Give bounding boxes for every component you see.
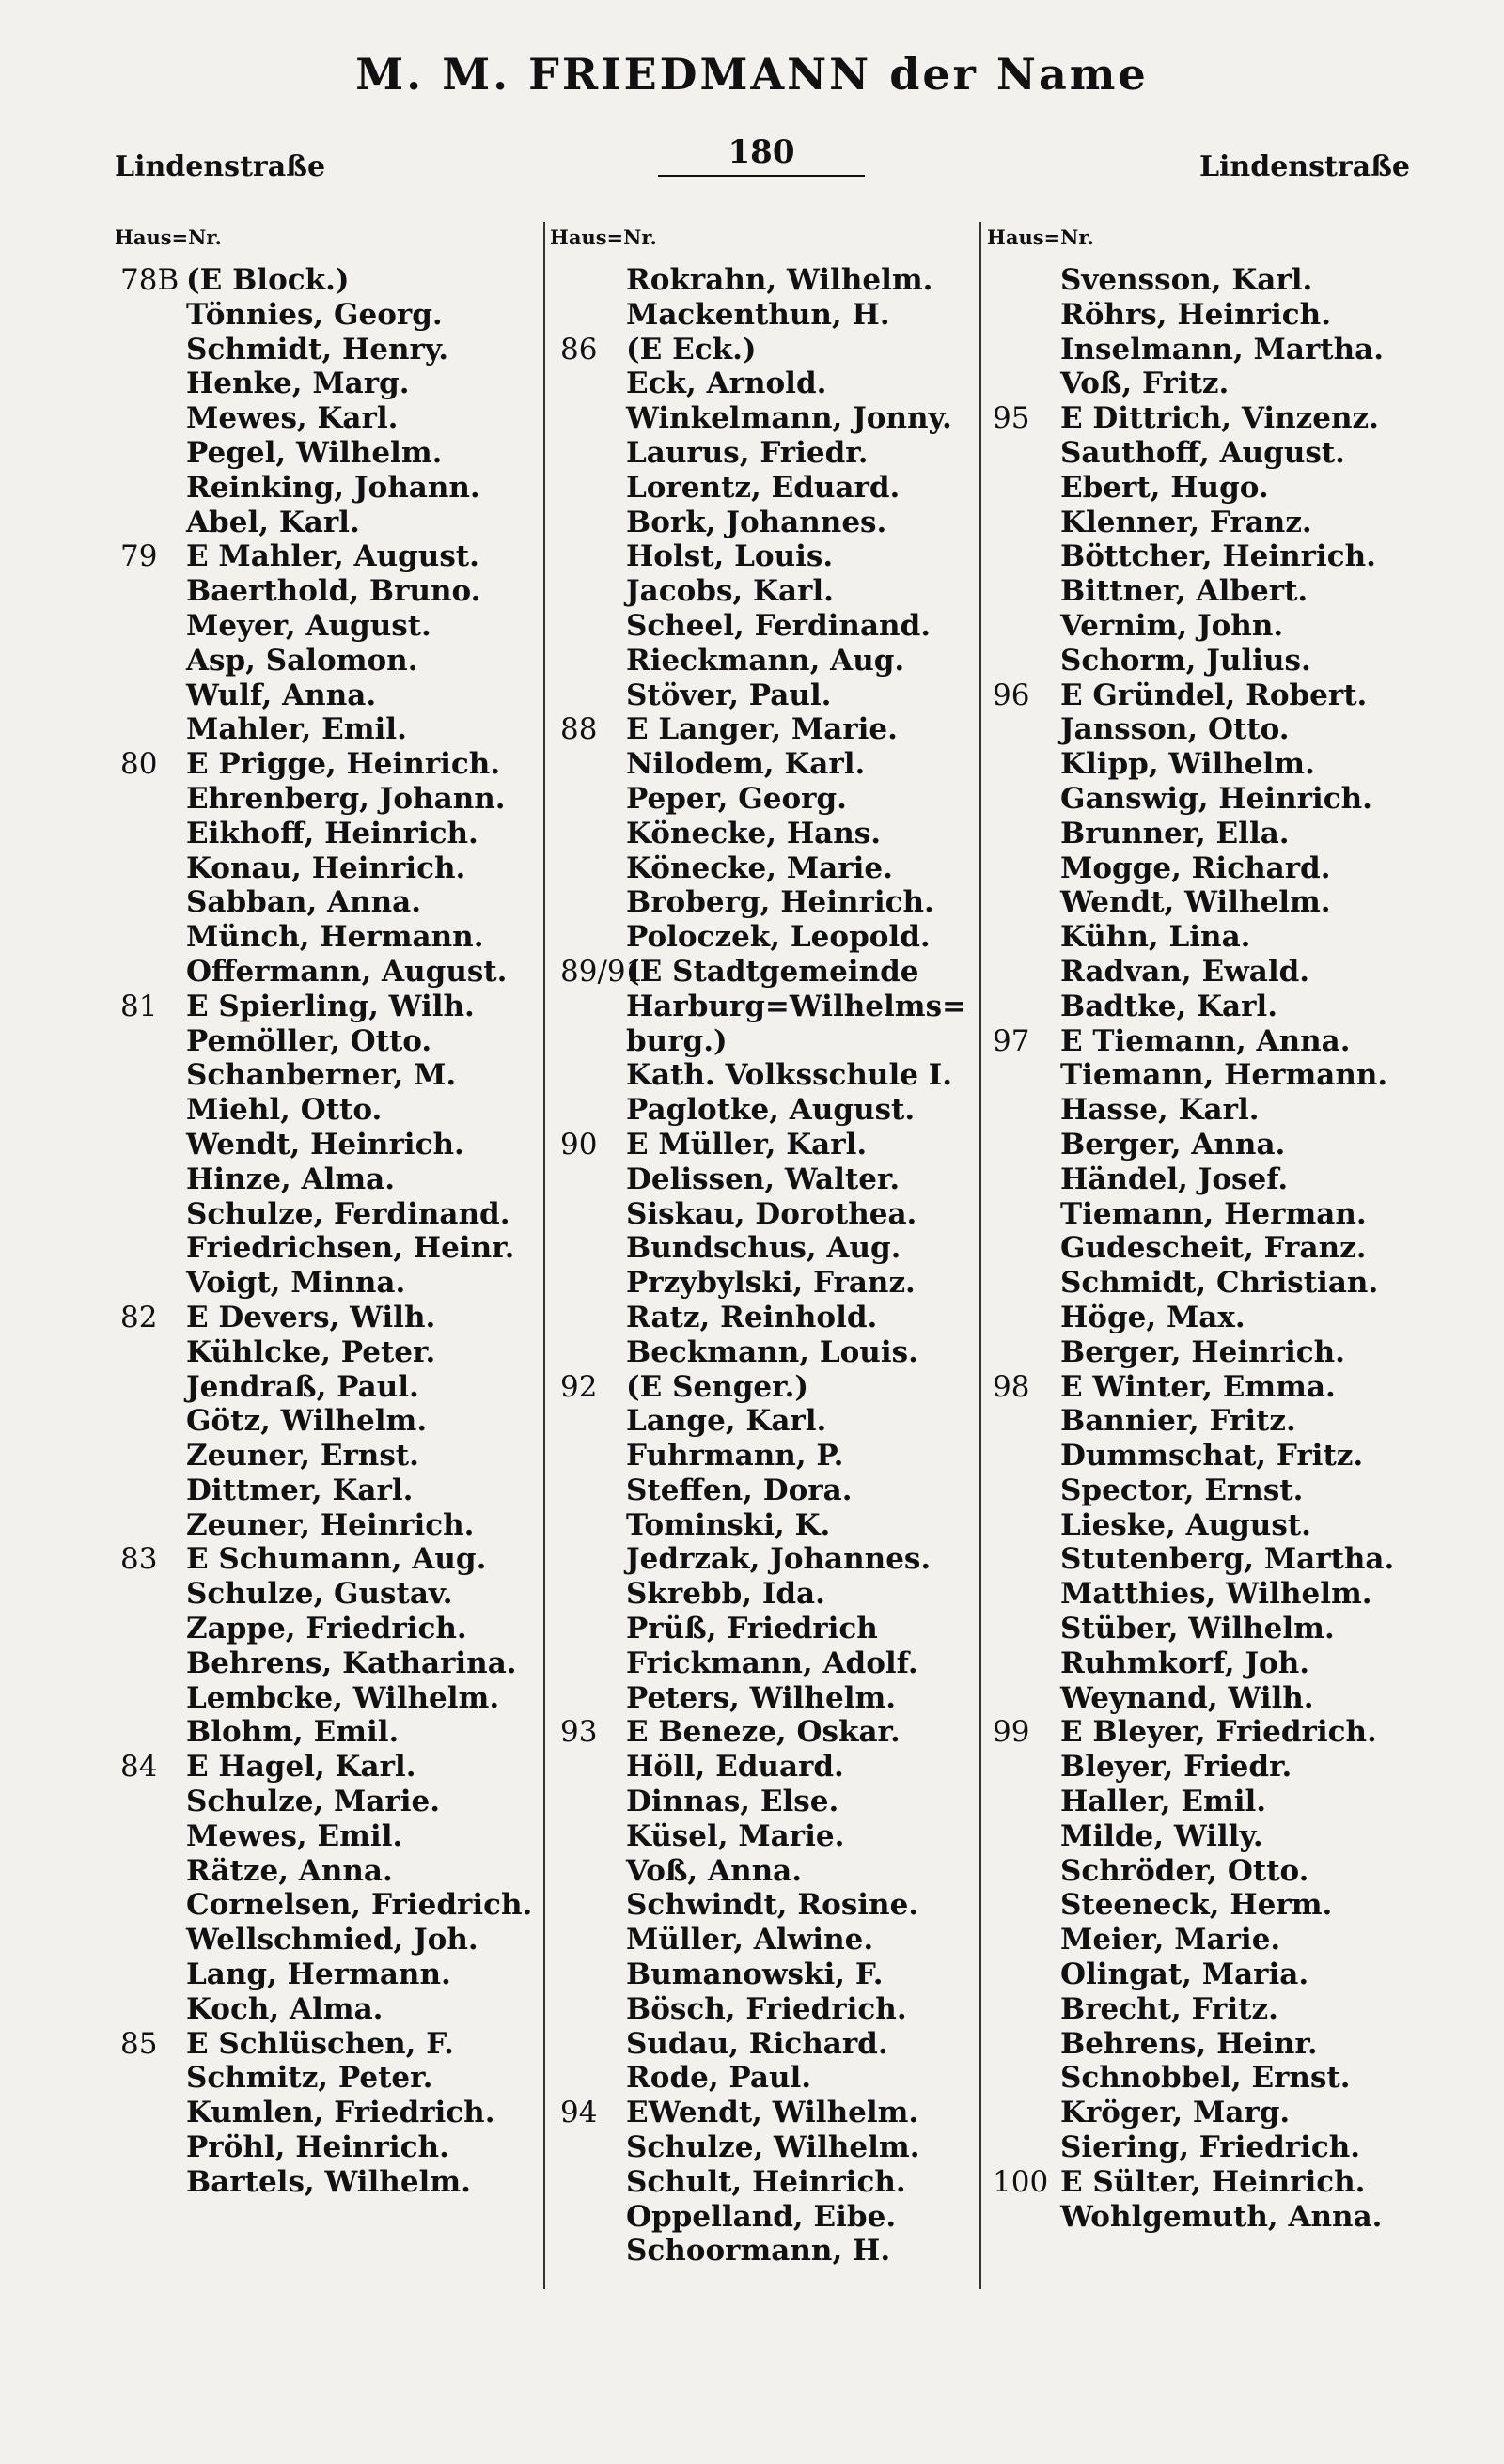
resident-name: Wendt, Wilhelm.	[1060, 885, 1331, 920]
resident-name: Mewes, Karl.	[186, 401, 399, 436]
page-number: 180	[658, 133, 865, 177]
resident-name: E Spierling, Wilh.	[186, 989, 475, 1023]
house-number: 81	[120, 989, 158, 1023]
resident-name: Brecht, Fritz.	[1060, 1991, 1278, 2026]
resident-name: Blohm, Emil.	[186, 1715, 400, 1750]
house-number: 99	[993, 1715, 1030, 1750]
resident-name: Spector, Ernst.	[1060, 1473, 1304, 1507]
resident-name: Przybylski, Franz.	[626, 1266, 916, 1301]
resident-name: Prüß, Friedrich	[626, 1612, 878, 1646]
resident-name: Schorm, Julius.	[1060, 643, 1311, 678]
resident-name: Skrebb, Ida.	[626, 1577, 825, 1612]
resident-name: Wendt, Heinrich.	[186, 1127, 464, 1162]
resident-name: Ruhmkorf, Joh.	[1060, 1645, 1310, 1680]
resident-name: E Schlüschen, F.	[186, 2026, 454, 2061]
resident-name: (E Eck.)	[626, 332, 757, 366]
resident-name: Eikhoff, Heinrich.	[186, 816, 478, 850]
resident-name: Gudescheit, Franz.	[1060, 1231, 1367, 1266]
resident-name: Mackenthun, H.	[626, 297, 890, 332]
resident-name: Steeneck, Herm.	[1060, 1888, 1333, 1923]
resident-name: E Gründel, Robert.	[1060, 678, 1368, 712]
resident-name: E Schumann, Aug.	[186, 1542, 487, 1577]
resident-name: Siskau, Dorothea.	[626, 1196, 917, 1231]
resident-name: Rode, Paul.	[626, 2061, 812, 2096]
resident-name: E Devers, Wilh.	[186, 1300, 436, 1334]
resident-name: Sabban, Anna.	[186, 885, 422, 920]
house-number: 89/91	[560, 954, 645, 989]
resident-name: E Mahler, August.	[186, 539, 479, 574]
resident-name: Oppelland, Eibe.	[626, 2199, 897, 2234]
resident-name: Weynand, Wilh.	[1060, 1680, 1314, 1715]
resident-name: Schoormann, H.	[626, 2234, 891, 2269]
house-number-label-col3: Haus=Nr.	[987, 226, 1094, 249]
resident-name: Bösch, Friedrich.	[626, 1991, 907, 2026]
resident-name: Tiemann, Hermann.	[1060, 1058, 1388, 1093]
resident-name: Peters, Wilhelm.	[626, 1680, 897, 1715]
resident-name: Meyer, August.	[186, 608, 431, 643]
resident-name: Rätze, Anna.	[186, 1853, 393, 1888]
resident-name: Cornelsen, Friedrich.	[186, 1888, 533, 1923]
column-divider	[543, 222, 545, 2289]
resident-name: Wellschmied, Joh.	[186, 1923, 478, 1957]
resident-name: Kumlen, Friedrich.	[186, 2096, 495, 2130]
house-number: 93	[560, 1715, 598, 1750]
resident-name: Kath. Volksschule I.	[626, 1058, 953, 1093]
resident-name: Bannier, Fritz.	[1060, 1404, 1296, 1439]
resident-name: Voß, Anna.	[626, 1853, 803, 1888]
resident-name: Reinking, Johann.	[186, 470, 480, 505]
resident-name: E Tiemann, Anna.	[1060, 1023, 1351, 1058]
resident-name: Henke, Marg.	[186, 366, 410, 401]
resident-name: Klipp, Wilhelm.	[1060, 747, 1315, 782]
column-divider	[979, 222, 981, 2289]
resident-name: Behrens, Heinr.	[1060, 2026, 1318, 2061]
resident-name: Lang, Hermann.	[186, 1957, 451, 1992]
resident-name: Winkelmann, Jonny.	[626, 401, 952, 436]
resident-name: Stöver, Paul.	[626, 678, 832, 712]
resident-name: E Winter, Emma.	[1060, 1369, 1336, 1404]
resident-name: E Müller, Karl.	[626, 1127, 868, 1162]
resident-name: Tiemann, Herman.	[1060, 1196, 1367, 1231]
resident-name: Matthies, Wilhelm.	[1060, 1577, 1372, 1612]
resident-name: E Beneze, Oskar.	[626, 1715, 901, 1750]
resident-name: Vernim, John.	[1060, 608, 1284, 643]
resident-name: Paglotke, August.	[626, 1093, 916, 1128]
resident-name: Asp, Salomon.	[186, 643, 418, 678]
resident-name: Zappe, Friedrich.	[186, 1612, 467, 1646]
resident-name: Hinze, Alma.	[186, 1162, 396, 1196]
resident-name: EWendt, Wilhelm.	[626, 2096, 919, 2130]
resident-name: Steffen, Dora.	[626, 1473, 853, 1507]
resident-name: Bundschus, Aug.	[626, 1231, 901, 1266]
resident-name: Konau, Heinrich.	[186, 850, 466, 885]
street-name-left: Lindenstraße	[115, 150, 326, 183]
resident-name: Bork, Johannes.	[626, 505, 887, 539]
resident-name: Mogge, Richard.	[1060, 850, 1331, 885]
house-number: 92	[560, 1369, 598, 1404]
house-number: 88	[560, 712, 598, 747]
resident-name: Laurus, Friedr.	[626, 435, 869, 470]
resident-name: Sudau, Richard.	[626, 2026, 888, 2061]
resident-name: Baerthold, Bruno.	[186, 574, 481, 609]
resident-name: Bleyer, Friedr.	[1060, 1750, 1292, 1785]
house-number: 85	[120, 2026, 158, 2061]
resident-name: E Hagel, Karl.	[186, 1750, 416, 1785]
resident-name: E Dittrich, Vinzenz.	[1060, 401, 1379, 436]
resident-name: Schulze, Gustav.	[186, 1577, 453, 1612]
resident-name: Klenner, Franz.	[1060, 505, 1312, 539]
resident-name: Höge, Max.	[1060, 1300, 1246, 1334]
resident-name: Wulf, Anna.	[186, 678, 377, 712]
resident-name: Fuhrmann, P.	[626, 1439, 844, 1474]
resident-name: Dinnas, Else.	[626, 1785, 839, 1819]
resident-name: Holst, Louis.	[626, 539, 834, 574]
resident-name: Radvan, Ewald.	[1060, 954, 1310, 989]
resident-name: Peper, Georg.	[626, 781, 847, 816]
house-number: 98	[993, 1369, 1030, 1404]
resident-name: Schulze, Ferdinand.	[186, 1196, 510, 1231]
resident-name: Offermann, August.	[186, 954, 508, 989]
resident-name: Schmidt, Henry.	[186, 332, 449, 366]
house-number: 78B	[120, 263, 180, 297]
resident-name: Münch, Hermann.	[186, 920, 484, 955]
resident-name: Kühn, Lina.	[1060, 920, 1251, 955]
resident-name: Schwindt, Rosine.	[626, 1888, 919, 1923]
resident-name: Kühlcke, Peter.	[186, 1334, 436, 1369]
house-number: 90	[560, 1127, 598, 1162]
resident-name: Jacobs, Karl.	[626, 574, 834, 609]
house-number: 97	[993, 1023, 1030, 1058]
resident-name: Nilodem, Karl.	[626, 747, 866, 782]
resident-name: Svensson, Karl.	[1060, 263, 1313, 297]
house-number: 80	[120, 747, 158, 782]
resident-name: Mewes, Emil.	[186, 1818, 403, 1853]
resident-name: Zeuner, Heinrich.	[186, 1507, 475, 1542]
resident-name: burg.)	[626, 1023, 728, 1058]
resident-name: Bumanowski, F.	[626, 1957, 884, 1992]
resident-name: Bittner, Albert.	[1060, 574, 1308, 609]
resident-name: Voigt, Minna.	[186, 1266, 406, 1301]
resident-name: Schulze, Wilhelm.	[626, 2130, 920, 2165]
resident-name: Pröhl, Heinrich.	[186, 2130, 449, 2165]
resident-name: Voß, Fritz.	[1060, 366, 1230, 401]
resident-name: Schulze, Marie.	[186, 1785, 441, 1819]
page-header-title: M. M. FRIEDMANN der Name	[355, 49, 1149, 100]
resident-name: Miehl, Otto.	[186, 1093, 383, 1128]
resident-name: Meier, Marie.	[1060, 1923, 1281, 1957]
resident-name: Jansson, Otto.	[1060, 712, 1290, 747]
resident-name: Friedrichsen, Heinr.	[186, 1231, 515, 1266]
resident-name: Milde, Willy.	[1060, 1818, 1263, 1853]
resident-name: Böttcher, Heinrich.	[1060, 539, 1376, 574]
resident-name: Schmitz, Peter.	[186, 2061, 433, 2096]
resident-name: Berger, Anna.	[1060, 1127, 1286, 1162]
resident-name: Dittmer, Karl.	[186, 1473, 414, 1507]
resident-name: Dummschat, Fritz.	[1060, 1439, 1364, 1474]
resident-name: Siering, Friedrich.	[1060, 2130, 1361, 2165]
resident-name: Lorentz, Eduard.	[626, 470, 901, 505]
resident-name: Brunner, Ella.	[1060, 816, 1290, 850]
resident-name: Lieske, August.	[1060, 1507, 1311, 1542]
resident-name: E Bleyer, Friedrich.	[1060, 1715, 1377, 1750]
resident-name: Schröder, Otto.	[1060, 1853, 1309, 1888]
resident-name: (E Senger.)	[626, 1369, 809, 1404]
resident-name: Hasse, Karl.	[1060, 1093, 1260, 1128]
house-number: 86	[560, 332, 598, 366]
resident-name: Lange, Karl.	[626, 1404, 827, 1439]
resident-name: Höll, Eduard.	[626, 1750, 844, 1785]
resident-name: Broberg, Heinrich.	[626, 885, 934, 920]
house-number: 84	[120, 1750, 158, 1785]
resident-name: Schanberner, M.	[186, 1058, 457, 1093]
resident-name: Ehrenberg, Johann.	[186, 781, 506, 816]
house-number: 96	[993, 678, 1030, 712]
house-number: 100	[993, 2164, 1049, 2199]
resident-name: Schmidt, Christian.	[1060, 1266, 1379, 1301]
resident-name: Scheel, Ferdinand.	[626, 608, 932, 643]
resident-name: Delissen, Walter.	[626, 1162, 901, 1196]
resident-name: Pegel, Wilhelm.	[186, 435, 443, 470]
resident-name: Zeuner, Ernst.	[186, 1439, 419, 1474]
resident-name: Stüber, Wilhelm.	[1060, 1612, 1335, 1646]
resident-name: Abel, Karl.	[186, 505, 360, 539]
resident-name: Poloczek, Leopold.	[626, 920, 931, 955]
resident-name: Ganswig, Heinrich.	[1060, 781, 1372, 816]
resident-name: Beckmann, Louis.	[626, 1334, 918, 1369]
resident-name: Rokrahn, Wilhelm.	[626, 263, 933, 297]
resident-name: Inselmann, Martha.	[1060, 332, 1385, 366]
resident-name: Lembcke, Wilhelm.	[186, 1680, 500, 1715]
resident-name: Behrens, Katharina.	[186, 1645, 517, 1680]
resident-name: Rieckmann, Aug.	[626, 643, 905, 678]
resident-name: Kröger, Marg.	[1060, 2096, 1291, 2130]
house-number: 95	[993, 401, 1030, 436]
resident-name: Eck, Arnold.	[626, 366, 827, 401]
resident-name: Wohlgemuth, Anna.	[1060, 2199, 1383, 2234]
resident-name: Könecke, Hans.	[626, 816, 882, 850]
resident-name: Jedrzak, Johannes.	[626, 1542, 932, 1577]
resident-name: Jendraß, Paul.	[186, 1369, 419, 1404]
resident-name: Schult, Heinrich.	[626, 2164, 906, 2199]
resident-name: Bartels, Wilhelm.	[186, 2164, 471, 2199]
resident-name: Haller, Emil.	[1060, 1785, 1267, 1819]
resident-name: Badtke, Karl.	[1060, 989, 1278, 1023]
resident-name: Berger, Heinrich.	[1060, 1334, 1345, 1369]
resident-name: E Prigge, Heinrich.	[186, 747, 501, 782]
resident-name: Harburg=Wilhelms=	[626, 989, 966, 1023]
resident-name: E Sülter, Heinrich.	[1060, 2164, 1366, 2199]
street-name-right: Lindenstraße	[1198, 150, 1410, 183]
resident-name: Frickmann, Adolf.	[626, 1645, 918, 1680]
house-number: 83	[120, 1542, 158, 1577]
resident-name: Koch, Alma.	[186, 1991, 384, 2026]
resident-name: Müller, Alwine.	[626, 1923, 874, 1957]
house-number-label-col1: Haus=Nr.	[115, 226, 222, 249]
resident-name: Stutenberg, Martha.	[1060, 1542, 1395, 1577]
resident-name: (E Stadtgemeinde	[626, 954, 919, 989]
resident-name: Pemöller, Otto.	[186, 1023, 432, 1058]
resident-name: Könecke, Marie.	[626, 850, 893, 885]
resident-name: Ratz, Reinhold.	[626, 1300, 878, 1334]
house-number: 94	[560, 2096, 598, 2130]
resident-name: Götz, Wilhelm.	[186, 1404, 428, 1439]
house-number-label-col2: Haus=Nr.	[550, 226, 657, 249]
resident-name: Sauthoff, August.	[1060, 435, 1345, 470]
resident-name: Schnobbel, Ernst.	[1060, 2061, 1351, 2096]
resident-name: Ebert, Hugo.	[1060, 470, 1269, 505]
resident-name: E Langer, Marie.	[626, 712, 898, 747]
resident-name: Mahler, Emil.	[186, 712, 407, 747]
resident-name: (E Block.)	[186, 263, 350, 297]
resident-name: Küsel, Marie.	[626, 1818, 845, 1853]
resident-name: Tönnies, Georg.	[186, 297, 443, 332]
resident-name: Röhrs, Heinrich.	[1060, 297, 1331, 332]
house-number: 82	[120, 1300, 158, 1334]
resident-name: Olingat, Maria.	[1060, 1957, 1309, 1992]
resident-name: Tominski, K.	[626, 1507, 831, 1542]
house-number: 79	[120, 539, 158, 574]
resident-name: Händel, Josef.	[1060, 1162, 1289, 1196]
